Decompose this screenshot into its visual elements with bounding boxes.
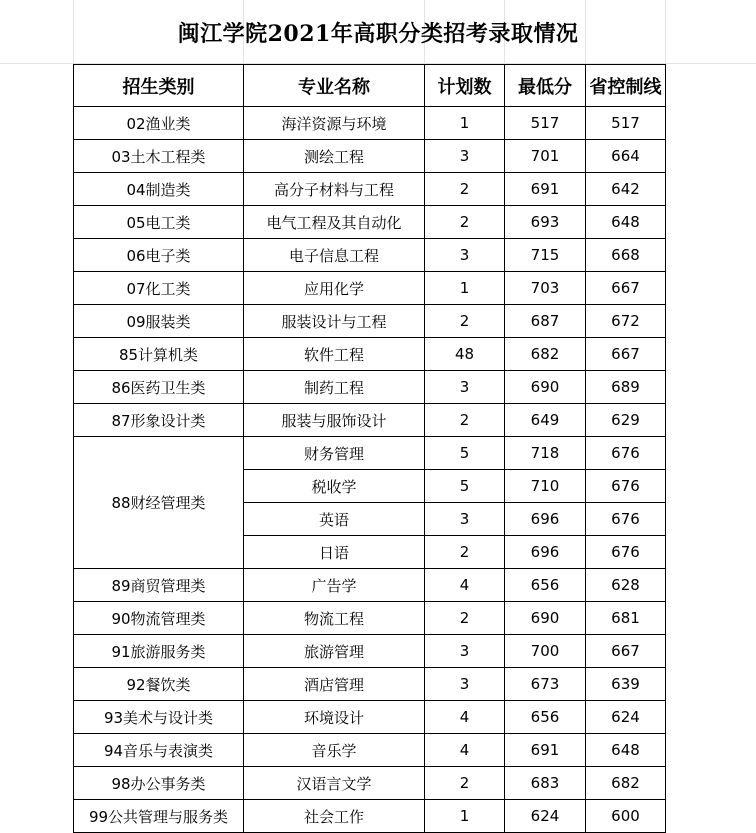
cell-plan[interactable]: 2 [425,602,505,635]
cell-control-line[interactable]: 639 [586,668,666,701]
header-major[interactable]: 专业名称 [244,65,425,107]
cell-major[interactable]: 软件工程 [244,338,425,371]
cell-min-score[interactable]: 649 [505,404,586,437]
table-row [74,272,666,305]
cell-min-score[interactable]: 682 [505,338,586,371]
cell-plan[interactable]: 2 [425,305,505,338]
cell-plan[interactable]: 4 [425,734,505,767]
cell-plan[interactable]: 48 [425,338,505,371]
cell-category[interactable]: 07化工类 [74,272,244,305]
cell-major[interactable]: 高分子材料与工程 [244,173,425,206]
cell-major[interactable]: 日语 [244,536,425,569]
cell-control-line[interactable]: 648 [586,734,666,767]
cell-control-line[interactable]: 668 [586,239,666,272]
table-row [74,635,666,668]
cell-control-line[interactable]: 667 [586,272,666,305]
cell-control-line[interactable]: 667 [586,338,666,371]
cell-major[interactable]: 海洋资源与环境 [244,107,425,140]
cell-control-line[interactable]: 689 [586,371,666,404]
cell-control-line[interactable]: 676 [586,470,666,503]
cell-major[interactable]: 物流工程 [244,602,425,635]
cell-min-score[interactable]: 691 [505,173,586,206]
cell-plan[interactable]: 2 [425,536,505,569]
cell-control-line[interactable]: 628 [586,569,666,602]
cell-min-score[interactable]: 691 [505,734,586,767]
cell-plan[interactable]: 2 [425,206,505,239]
cell-min-score[interactable]: 624 [505,800,586,833]
table-body [74,107,666,833]
cell-min-score[interactable]: 700 [505,635,586,668]
cell-control-line[interactable]: 667 [586,635,666,668]
cell-control-line[interactable]: 672 [586,305,666,338]
cell-major[interactable]: 音乐学 [244,734,425,767]
cell-major[interactable]: 税收学 [244,470,425,503]
table-row [74,140,666,173]
table-row [74,437,666,470]
cell-control-line[interactable]: 664 [586,140,666,173]
cell-control-line[interactable]: 629 [586,404,666,437]
cell-control-line[interactable]: 676 [586,536,666,569]
table-row [74,569,666,602]
cell-control-line[interactable]: 676 [586,437,666,470]
table-row [74,767,666,800]
cell-major[interactable]: 汉语言文学 [244,767,425,800]
table-row [74,800,666,833]
cell-plan[interactable]: 5 [425,437,505,470]
table-row [74,668,666,701]
header-control-line[interactable]: 省控制线 [586,65,666,107]
cell-category[interactable]: 90物流管理类 [74,602,244,635]
cell-plan[interactable]: 3 [425,503,505,536]
cell-control-line[interactable]: 517 [586,107,666,140]
cell-category[interactable]: 98办公事务类 [74,767,244,800]
cell-plan[interactable]: 1 [425,107,505,140]
cell-major[interactable]: 环境设计 [244,701,425,734]
cell-category[interactable]: 06电子类 [74,239,244,272]
header-category[interactable]: 招生类别 [74,65,244,107]
cell-plan[interactable]: 4 [425,569,505,602]
cell-category[interactable]: 85计算机类 [74,338,244,371]
cell-plan[interactable]: 3 [425,140,505,173]
cell-category[interactable]: 93美术与设计类 [74,701,244,734]
admission-table [73,64,666,833]
cell-category[interactable]: 87形象设计类 [74,404,244,437]
cell-category[interactable]: 92餐饮类 [74,668,244,701]
table-row [74,173,666,206]
cell-plan[interactable]: 3 [425,239,505,272]
table-row [74,305,666,338]
cell-category[interactable]: 03土木工程类 [74,140,244,173]
cell-major[interactable]: 应用化学 [244,272,425,305]
cell-control-line[interactable]: 648 [586,206,666,239]
cell-control-line[interactable]: 681 [586,602,666,635]
table-row [74,206,666,239]
cell-min-score[interactable]: 687 [505,305,586,338]
cell-major[interactable]: 财务管理 [244,437,425,470]
cell-control-line[interactable]: 676 [586,503,666,536]
cell-category[interactable]: 86医药卫生类 [74,371,244,404]
cell-plan[interactable]: 3 [425,635,505,668]
cell-category[interactable]: 91旅游服务类 [74,635,244,668]
cell-category[interactable]: 05电工类 [74,206,244,239]
header-plan[interactable]: 计划数 [425,65,505,107]
page-title: 闽江学院2021年高职分类招考录取情况 [177,20,579,47]
cell-major[interactable]: 测绘工程 [244,140,425,173]
cell-min-score[interactable]: 656 [505,569,586,602]
cell-plan[interactable]: 3 [425,668,505,701]
cell-min-score[interactable]: 690 [505,602,586,635]
cell-min-score[interactable]: 693 [505,206,586,239]
table-row [74,734,666,767]
cell-major[interactable]: 服装设计与工程 [244,305,425,338]
table-row [74,371,666,404]
cell-plan[interactable]: 2 [425,767,505,800]
cell-category[interactable]: 89商贸管理类 [74,569,244,602]
cell-category[interactable]: 04制造类 [74,173,244,206]
cell-plan[interactable]: 2 [425,173,505,206]
table-row [74,602,666,635]
cell-major[interactable]: 旅游管理 [244,635,425,668]
cell-min-score[interactable]: 656 [505,701,586,734]
cell-min-score[interactable]: 718 [505,437,586,470]
cell-category[interactable]: 02渔业类 [74,107,244,140]
table-row [74,107,666,140]
cell-min-score[interactable]: 673 [505,668,586,701]
cell-category[interactable]: 09服装类 [74,305,244,338]
cell-min-score[interactable]: 715 [505,239,586,272]
header-min-score[interactable]: 最低分 [505,65,586,107]
cell-major[interactable]: 英语 [244,503,425,536]
cell-plan[interactable]: 4 [425,701,505,734]
cell-control-line[interactable]: 624 [586,701,666,734]
cell-plan[interactable]: 1 [425,800,505,833]
cell-min-score[interactable]: 710 [505,470,586,503]
cell-min-score[interactable]: 696 [505,536,586,569]
cell-min-score[interactable]: 701 [505,140,586,173]
cell-min-score[interactable]: 690 [505,371,586,404]
cell-plan[interactable]: 2 [425,404,505,437]
cell-category[interactable]: 88财经管理类 [74,437,244,569]
cell-major[interactable]: 广告学 [244,569,425,602]
cell-control-line[interactable]: 642 [586,173,666,206]
cell-control-line[interactable]: 682 [586,767,666,800]
cell-control-line[interactable]: 600 [586,800,666,833]
cell-plan[interactable]: 3 [425,371,505,404]
cell-min-score[interactable]: 696 [505,503,586,536]
table-row [74,239,666,272]
cell-major[interactable]: 社会工作 [244,800,425,833]
table-row [74,338,666,371]
table-row [74,404,666,437]
table-row [74,701,666,734]
cell-plan[interactable]: 5 [425,470,505,503]
cell-plan[interactable]: 1 [425,272,505,305]
cell-major[interactable]: 电气工程及其自动化 [244,206,425,239]
cell-category[interactable]: 99公共管理与服务类 [74,800,244,833]
cell-major[interactable]: 酒店管理 [244,668,425,701]
cell-major[interactable]: 电子信息工程 [244,239,425,272]
cell-major[interactable]: 服装与服饰设计 [244,404,425,437]
cell-major[interactable]: 制药工程 [244,371,425,404]
cell-min-score[interactable]: 683 [505,767,586,800]
cell-category[interactable]: 94音乐与表演类 [74,734,244,767]
cell-min-score[interactable]: 703 [505,272,586,305]
header-row [74,65,666,107]
cell-min-score[interactable]: 517 [505,107,586,140]
